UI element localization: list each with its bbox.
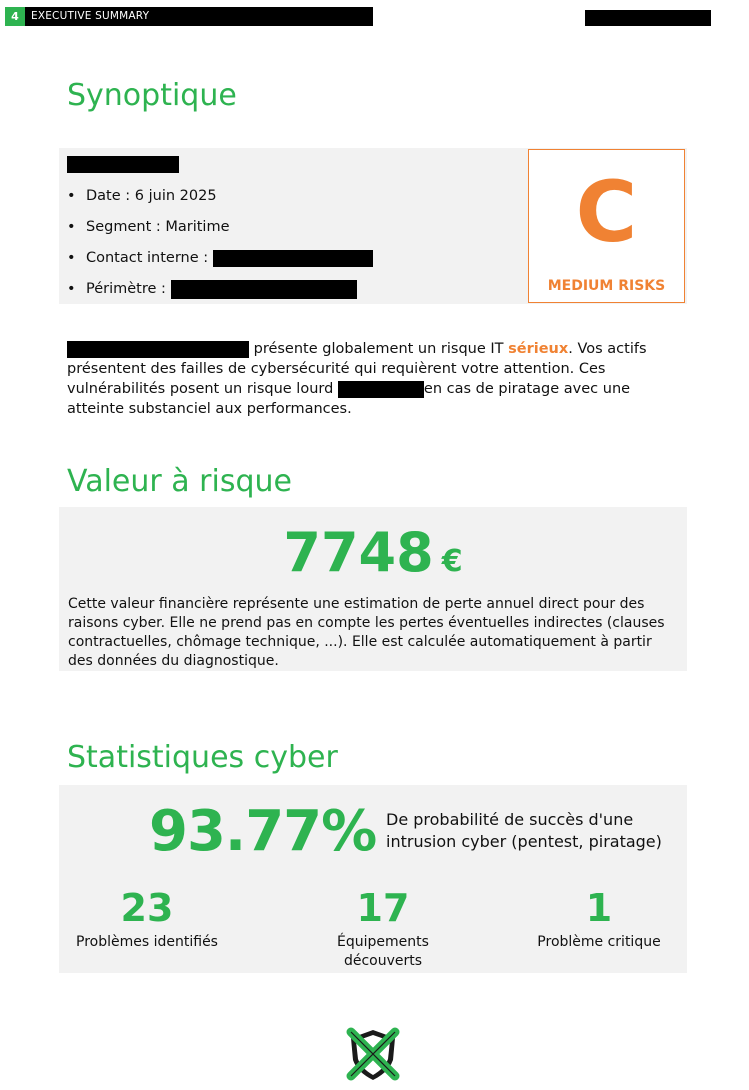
intrusion-probability: 93.77% [149, 799, 377, 864]
risk-grade-label: MEDIUM RISKS [547, 278, 666, 294]
synoptique-list [67, 181, 373, 305]
synoptique-heading: Synoptique [67, 78, 237, 113]
stat-critique: 1 Problème critique [537, 886, 661, 950]
risk-grade-badge [528, 149, 685, 303]
shield-cross-logo-icon [345, 1026, 401, 1082]
list-item-perimetre: • Périmètre : [67, 274, 373, 305]
risk-level-highlight: sérieux [508, 341, 569, 357]
company-redacted [67, 341, 249, 358]
list-item-date: • Date : 6 juin 2025 [67, 188, 217, 204]
summary-paragraph: présente globalement un risque IT sérieux. Vos actifs présentent des failles de cybersécurité qui requièrent votre attention. Ces vulnérabilités posent un risque lourd en cas de piratage avec une atteinte substanciel aux performances. [67, 341, 647, 417]
company-name-redacted [67, 156, 179, 173]
page-number: 4 [5, 7, 25, 26]
header-bar [5, 7, 373, 26]
statistiques-panel [59, 785, 687, 973]
header-title: EXECUTIVE SUMMARY [31, 10, 150, 22]
stat-problemes: 23 Problèmes identifiés [76, 886, 218, 950]
list-item-contact: • Contact interne : [67, 243, 373, 274]
intrusion-probability-label: De probabilité de succès d'une intrusion cyber (pentest, piratage) [386, 810, 662, 851]
header-redacted-block [585, 10, 711, 26]
valeur-description: Cette valeur financière représente une estimation de perte annuel direct pour des raisons cyber. Elle ne prend pas en compte les pertes éventuelles indirectes (clauses contractuelles, chômage technique, ...). Elle est calculée automatiquement à partir des données du diagnostique. [68, 596, 665, 669]
target-redacted [338, 381, 424, 398]
valeur-amount: 7748 € [283, 521, 463, 584]
currency-symbol: € [441, 544, 463, 579]
statistiques-heading: Statistiques cyber [67, 740, 338, 775]
valeur-panel [59, 507, 687, 671]
list-item-segment: • Segment : Maritime [67, 219, 230, 235]
contact-redacted [213, 250, 373, 267]
perimetre-redacted [171, 280, 357, 299]
risk-grade-letter: C [575, 163, 638, 261]
valeur-heading: Valeur à risque [67, 464, 292, 499]
stat-equipements: 17 Équipements découverts [337, 886, 429, 969]
